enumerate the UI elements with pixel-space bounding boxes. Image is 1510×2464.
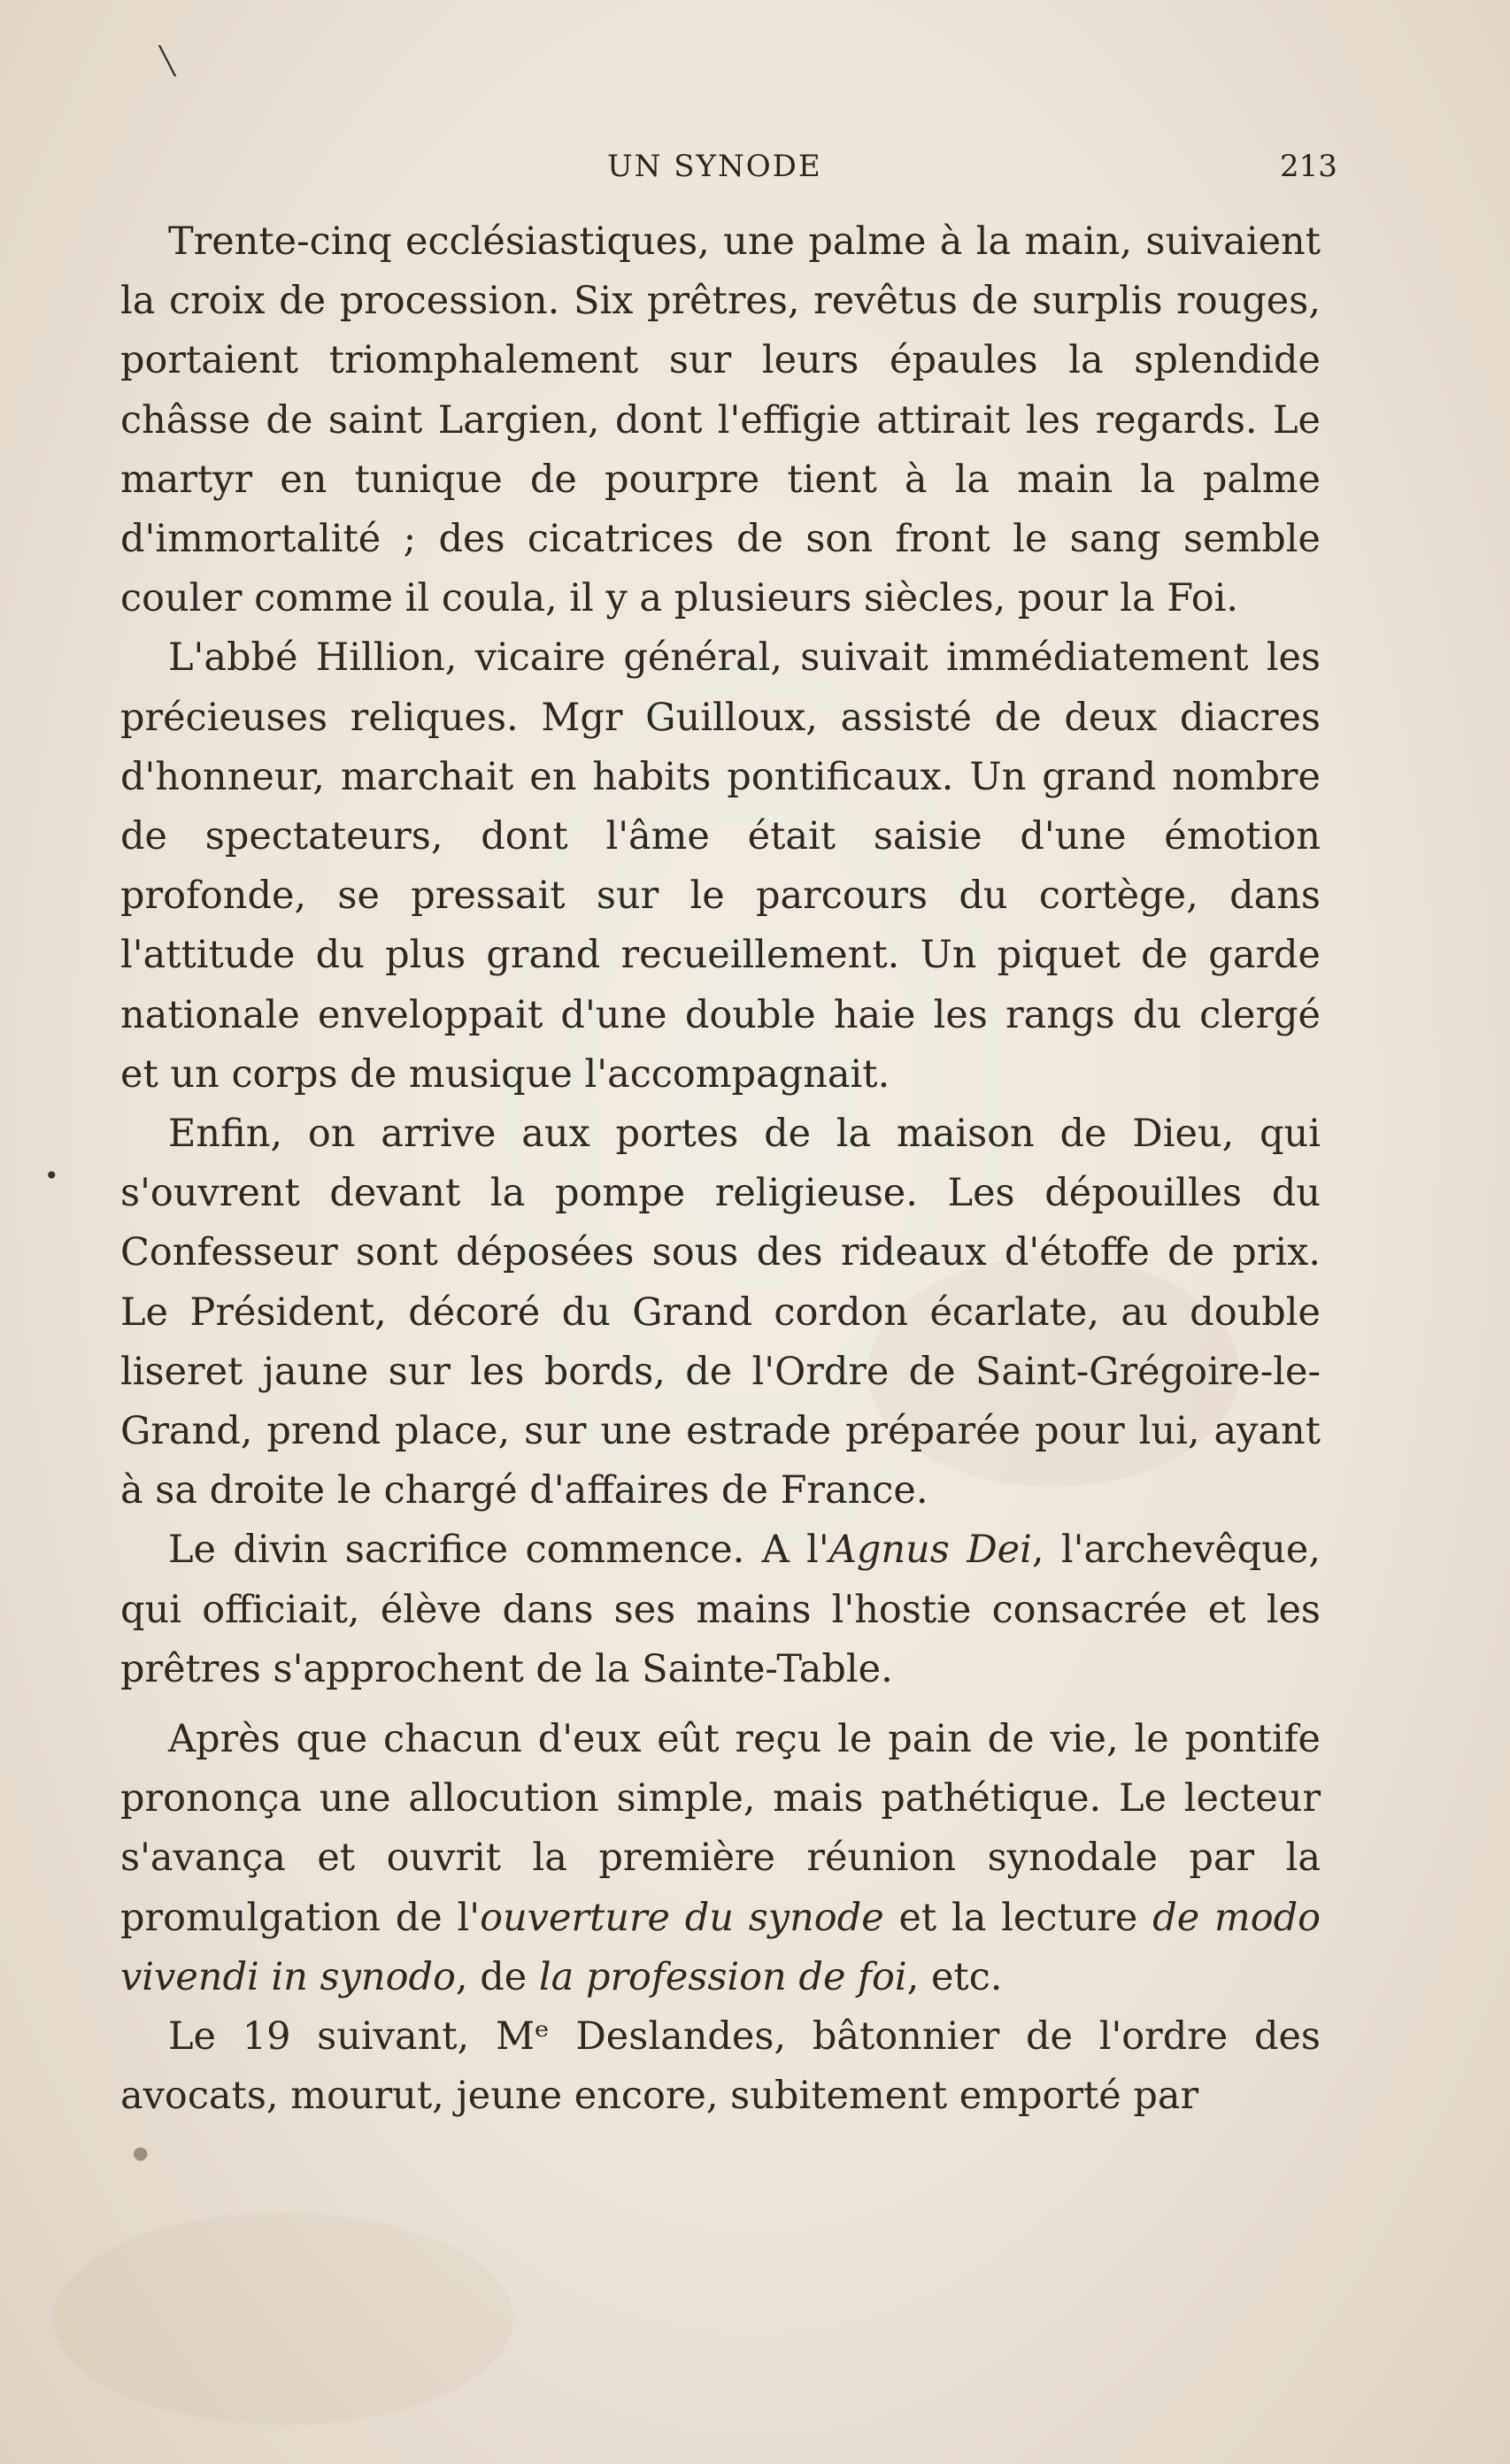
text-run: , de — [455, 1954, 539, 1999]
running-head: UN SYNODE — [607, 149, 822, 184]
stray-mark: ╲ — [159, 46, 176, 77]
text-run: , l'archevêque, qui officiait, élève dans ses mains l'hostie consacrée et les prêtres s'approchent de la Sainte-Table. — [120, 1528, 1321, 1691]
page-number: 213 — [1280, 149, 1337, 184]
text-run: Le divin sacrifice commence. A l' — [168, 1528, 829, 1573]
paragraph: Le 19 suivant, Mᵉ Deslandes, bâtonnier de l'ordre des avocats, mourut, jeune encore, subitement emporté par — [120, 2014, 1321, 2119]
paragraph: Enfin, on arrive aux portes de la maison de Dieu, qui s'ouvrent devant la pompe religieuse. Les dépouilles du Confesseur sont déposées sous des rideaux d'étoffe de prix. Le Président, décoré du Grand cordon écarlate, au double liseret jaune sur les bords, de l'Ordre de Saint-Grégoire-le-Grand, prend place, sur une estrade préparée pour lui, ayant à sa droite le chargé d'affaires de France. — [120, 1112, 1321, 1513]
body-text — [120, 212, 1321, 2127]
margin-dot: ● — [133, 2142, 149, 2163]
paragraph: Trente-cinq ecclésiastiques, une palme à la main, suivaient la croix de procession. Six prêtres, revêtus de surplis rouges, portaient triomphalement sur leurs épaules la splendide châsse de saint Largien, dont l'effigie attirait les regards. Le martyr en tunique de pourpre tient à la main la palme d'immortalité ; des cicatrices de son front le sang semble couler comme il coula, il y a plusieurs siècles, pour la Foi. — [120, 219, 1321, 621]
paragraph — [120, 1521, 1321, 1699]
text-run: Après que chacun d'eux eût reçu le pain de vie, le pontife prononça une allocution simple, mais pathétique. Le lecteur s'avança et ouvrit la première réunion synodale par la promulgation de l' — [120, 1717, 1321, 1940]
text-run: et la lecture — [883, 1895, 1153, 1940]
page-header — [0, 149, 1510, 193]
italic-title: ouverture du synode — [480, 1895, 884, 1940]
italic-title: la profession de foi — [538, 1954, 907, 1999]
paper-stain — [53, 2213, 513, 2425]
italic-title: Agnus Dei — [828, 1528, 1032, 1573]
text-run: , etc. — [906, 1954, 1003, 1999]
paragraph — [120, 1710, 1321, 2007]
italic-title: de modo vivendi in synodo — [120, 1895, 1321, 1999]
margin-dot: • — [44, 1161, 59, 1190]
paragraph: L'abbé Hillion, vicaire général, suivait immédiatement les précieuses reliques. Mgr Guilloux, assisté de deux diacres d'honneur, marchait en habits pontificaux. Un grand nombre de spectateurs, dont l'âme était saisie d'une émotion profonde, se pressait sur le parcours du cortège, dans l'attitude du plus grand recueillement. Un piquet de garde nationale enveloppait d'une double haie les rangs du clergé et un corps de musique l'accompagnait. — [120, 635, 1321, 1097]
